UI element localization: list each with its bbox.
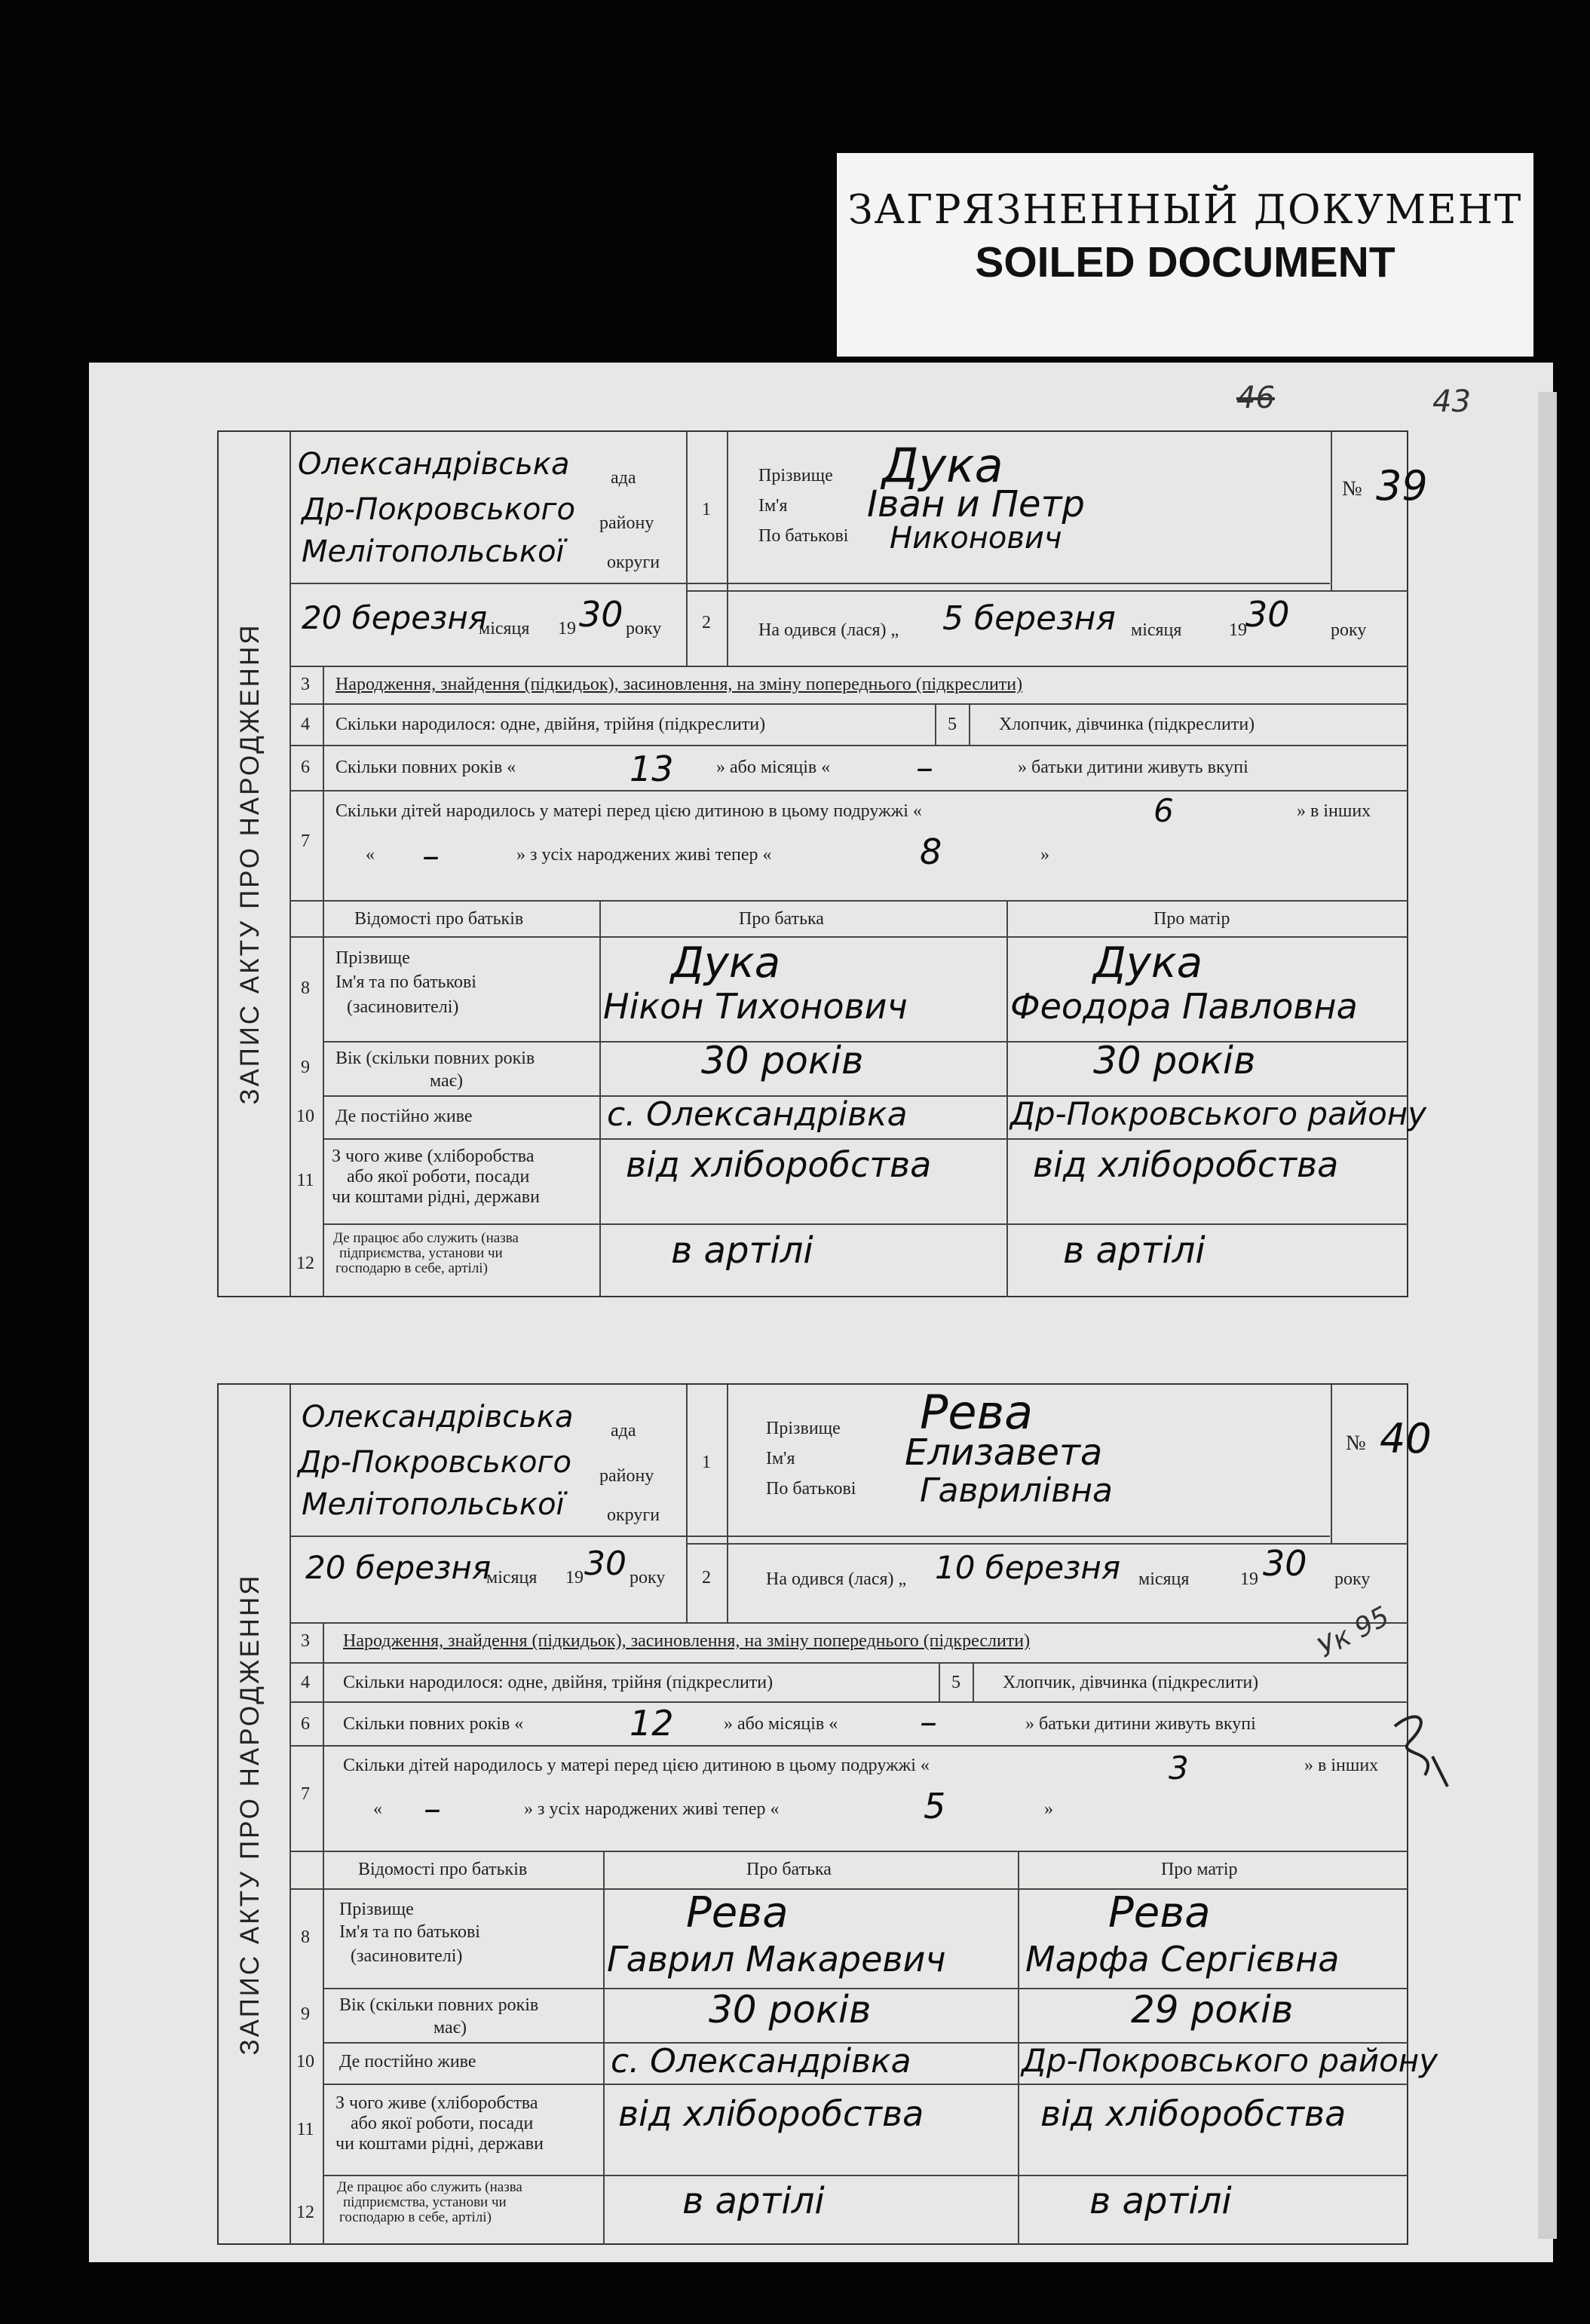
father-income: від хліборобства <box>626 1144 932 1185</box>
child-patronymic: Никонович <box>890 521 1062 556</box>
okrug: Мелітопольської <box>302 534 565 569</box>
other-children: – <box>424 1788 441 1829</box>
record-side-title: ЗАПИС АКТУ ПРО НАРОДЖЕННЯ <box>235 623 265 1105</box>
living-children: 8 <box>920 831 942 872</box>
father-name: Гаврил Макаревич <box>607 1939 946 1980</box>
mother-residence: Др-Покровського району <box>1022 2042 1438 2079</box>
months-together: – <box>920 1701 937 1742</box>
margin-signature <box>1387 1704 1455 1794</box>
father-surname: Дука <box>671 938 781 987</box>
soiled-document-label <box>837 153 1533 357</box>
child-surname: Рева <box>920 1385 1034 1440</box>
mother-work: в артілі <box>1089 2180 1232 2222</box>
years-together: 13 <box>630 749 674 789</box>
birth-year: 30 <box>1245 594 1290 635</box>
father-work: в артілі <box>682 2180 825 2222</box>
mother-income: від хліборобства <box>1040 2093 1346 2134</box>
child-name: Елизавета <box>905 1431 1103 1474</box>
margin-note: Ук 95 <box>1313 1600 1395 1664</box>
birth-day: 5 березня <box>942 599 1116 638</box>
months-together: – <box>916 747 933 788</box>
previous-children: 3 <box>1169 1750 1189 1787</box>
father-income: від хліборобства <box>618 2093 924 2134</box>
previous-children: 6 <box>1153 792 1174 829</box>
raion: Др-Покровського <box>302 492 575 527</box>
record-number: 40 <box>1380 1415 1432 1462</box>
father-work: в артілі <box>671 1229 813 1272</box>
mother-age: 29 років <box>1131 1988 1294 2032</box>
years-together: 12 <box>630 1703 674 1744</box>
mother-name: Марфа Сергієвна <box>1025 1939 1340 1980</box>
mother-name: Феодора Павловна <box>1010 986 1358 1027</box>
living-children: 5 <box>924 1786 946 1826</box>
mother-income: від хліборобства <box>1033 1144 1339 1185</box>
father-age: 30 років <box>709 1988 872 2032</box>
registration-year: 30 <box>584 1545 627 1583</box>
folio-number: 43 <box>1432 384 1471 419</box>
father-residence: с. Олександрівка <box>607 1095 908 1134</box>
page-edge <box>1538 392 1557 2239</box>
record-number: 39 <box>1376 462 1428 510</box>
birth-record-2: ЗАПИС АКТУ ПРО НАРОДЖЕННЯ ада району округи місяця 19 року 1 2 Прізвище Ім'я По батькові На одився (лася) „ місяця 19 року № 3 Народження, знайдення (підкидьок), засиновлення, на зміну попереднього (підкреслити) 4 Скільки народилося: одне, двійня, трійня (підкреслити) 5 Хлопчик, дівчинка (підкреслити) 6 Скільки повних років « » або місяців « » батьки дитини живуть вкупі 7 Скільки дітей народилось у матері перед цією дитиною в цьому подружжі « » в інших « » з усіх народжених живі тепер « » Відомості про батьків Про батька Про матір 8 Прізвище Ім'я та по батькові (засиновителі) 9 Вік (скільки повних років має) 10 Де постійно живе 11 З чого живе (хліборобства або якої роботи, посади чи коштами рідні, держави 12 Де працює або служить (назва підприємства, установи чи господарю в себе, артілі) Олександрівська Др-Покровського Мелітопольської 20 березня 30 Рева Елизавета Гаврилівна 10 березня 30 40 12 – 3 – 5 Рева Гаврил Макаревич 30 років с. Олександрівка від хліборобства в артілі Рева Марфа Сергієвна 29 років Др-Покровського району від хліборобства в артілі <box>217 1383 1408 2245</box>
mother-work: в артілі <box>1063 1229 1206 1272</box>
father-name: Нікон Тихонович <box>603 986 908 1027</box>
village: Олександрівська <box>302 1400 574 1435</box>
father-age: 30 років <box>701 1039 864 1082</box>
old-folio-number: 46 <box>1236 381 1275 415</box>
village: Олександрівська <box>298 447 570 482</box>
birth-record-1: ЗАПИС АКТУ ПРО НАРОДЖЕННЯ ада району округи місяця 19 року 1 2 Прізвище Ім'я По батькові На одився (лася) „ місяця 19 року № 3 Народження, знайдення (підкидьок), засиновлення, на зміну попереднього (підкреслити) 4 Скільки народилося: одне, двійня, трійня (підкреслити) 5 Хлопчик, дівчинка (підкреслити) 6 Скільки повних років « » або місяців « » батьки дитини живуть вкупі 7 Скільки дітей народилось у матері перед цією дитиною в цьому подружжі « » в інших « » з усіх народжених живі тепер « » Відомості про батьків Про батька Про матір 8 Прізвище Ім'я та по батькові (засиновителі) 9 Вік (скільки повних років має) 10 Де постійно живе 11 З чого живе (хліборобства або якої роботи, посади чи коштами рідні, держави 12 Де працює або служить (назва підприємства, установи чи господарю в себе, артілі) Олександрівська Др-Покровського Мелітопольської 20 березня 30 Дука Іван и Петр Никонович 5 березня 30 39 13 – 6 – 8 Дука Нікон Тихонович 30 років с. Олександрівка від хліборобства в артілі Дука Феодора Павловна 30 років Др-Покровського району від хліборобства в артілі <box>217 430 1408 1297</box>
mother-surname: Рева <box>1108 1888 1211 1937</box>
label-english: SOILED DOCUMENT <box>975 238 1395 286</box>
mother-age: 30 років <box>1093 1039 1256 1082</box>
raion: Др-Покровського <box>298 1445 571 1480</box>
child-surname: Дука <box>882 438 1003 493</box>
birth-year: 30 <box>1263 1543 1307 1584</box>
registration-year: 30 <box>579 594 623 635</box>
child-name: Іван и Петр <box>867 483 1086 525</box>
child-patronymic: Гаврилівна <box>920 1471 1113 1510</box>
father-surname: Рева <box>686 1888 789 1937</box>
registration-day: 20 березня <box>305 1549 492 1586</box>
registration-day: 20 березня <box>302 599 488 636</box>
other-children: – <box>422 835 440 876</box>
record-side-title: ЗАПИС АКТУ ПРО НАРОДЖЕННЯ <box>235 1573 265 2055</box>
birth-day: 10 березня <box>935 1549 1121 1586</box>
label-russian: ЗАГРЯЗНЕННЫЙ ДОКУМЕНТ <box>847 187 1523 233</box>
mother-surname: Дука <box>1093 938 1203 987</box>
father-residence: с. Олександрівка <box>611 2042 911 2081</box>
okrug: Мелітопольської <box>302 1487 565 1522</box>
mother-residence: Др-Покровського району <box>1010 1095 1427 1132</box>
